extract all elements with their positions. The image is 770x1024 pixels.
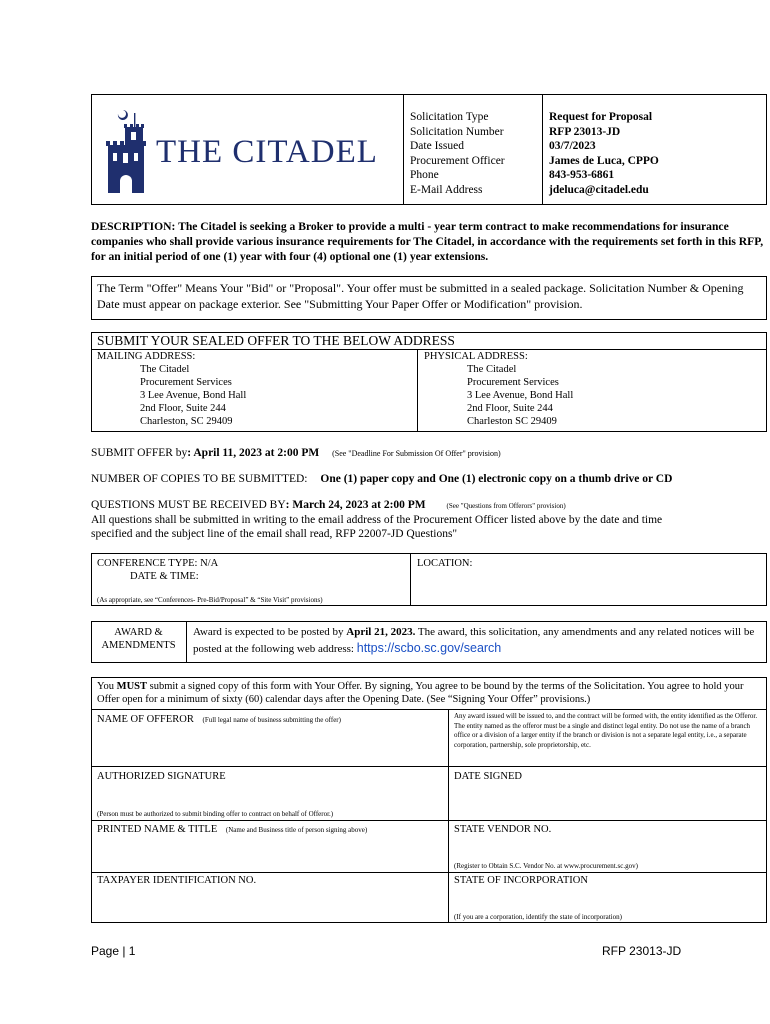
header-labels — [410, 110, 540, 197]
citadel-logo — [104, 109, 389, 195]
mailing-line-4: 2nd Floor, Suite 244 — [140, 403, 226, 414]
citadel-tower-icon — [104, 109, 148, 195]
date-signed-field[interactable] — [449, 784, 766, 819]
vendor-no-note: (Register to Obtain S.C. Vendor No. at www.procurement.sc.gov) — [454, 862, 638, 870]
questions-text: All questions shall be submitted in writing to the email address of the Procurement Officer listed above by the date and time specified and the subject line of the email shall read, RFP 22007-JD Questions" — [91, 513, 663, 540]
mailing-line-5: Charleston, SC 29409 — [140, 416, 233, 427]
printed-name-row — [97, 823, 367, 836]
award-date: April 21, 2023. — [346, 626, 416, 638]
printed-name-field[interactable] — [92, 837, 447, 871]
label-procurement-officer: Procurement Officer — [410, 154, 505, 167]
incorporation-note: (If you are a corporation, identify the state of incorporation) — [454, 913, 622, 921]
vendor-no-field[interactable] — [449, 837, 766, 861]
physical-line-1: The Citadel — [467, 364, 517, 375]
page-number: Page | 1 — [91, 944, 136, 958]
signature-label: AUTHORIZED SIGNATURE — [97, 771, 226, 782]
conference-note: (As appropriate, see “Conferences- Pre-Bid/Proposal” & “Site Visit” provisions) — [97, 596, 323, 604]
value-solicitation-type: Request for Proposal — [549, 111, 653, 123]
signature-field[interactable] — [92, 784, 447, 808]
submit-offer-note: (See "Deadline For Submission Of Offer" provision) — [332, 449, 501, 458]
offeror-name-field[interactable] — [92, 727, 447, 765]
conference-location: LOCATION: — [417, 558, 473, 569]
value-procurement-officer: James de Luca, CPPO — [549, 154, 659, 167]
label-phone: Phone — [410, 169, 439, 181]
copies-label: NUMBER OF COPIES TO BE SUBMITTED: — [91, 473, 308, 485]
mailing-label: MAILING ADDRESS: — [97, 351, 196, 362]
offeror-name-row — [97, 713, 341, 726]
award-text-pre: Award is expected to be posted by — [193, 626, 347, 638]
mailing-line-3: 3 Lee Avenue, Bond Hall — [140, 390, 247, 401]
questions-note: (See "Questions from Offerors" provision) — [446, 502, 566, 510]
physical-line-3: 3 Lee Avenue, Bond Hall — [467, 390, 574, 401]
award-url-link[interactable]: https://scbo.sc.gov/search — [356, 641, 502, 655]
printed-name-label: PRINTED NAME & TITLE — [97, 824, 218, 835]
conference-type: CONFERENCE TYPE: N/A — [97, 558, 219, 569]
signing-intro-pre: You — [97, 681, 117, 692]
copies-value: One (1) paper copy and One (1) electronic copy on a thumb drive or CD — [320, 473, 673, 485]
offer-notice: The Term "Offer" Means Your "Bid" or "Proposal". Your offer must be submitted in a sealed package. Solicitation Number & Opening Date must appear on package exterior. See "Submitting Your Paper Offer or Modification" provision. — [97, 281, 744, 311]
description-text: : The Citadel is seeking a Broker to provide a multi - year term contract to make recommendations for insurance companies who shall provide various insurance requirements for The Citadel, in accordance with the requirements set forth in this RFP, for an initial period of one (1) year with four (4) optional one (1) year extensions. — [91, 220, 764, 263]
award-label-2: AMENDMENTS — [101, 640, 176, 651]
logo-wordmark: THE CITADEL — [156, 134, 378, 170]
signing-intro-post: submit a signed copy of this form with Your Offer. By signing, You agree to be bound by the terms of the Solicitation. You agree to hold your Offer open for a minimum of sixty (60) calendar days after the Opening Date. (See “Signing Your Offer” provisions.) — [97, 681, 744, 705]
offeror-name-note: (Full legal name of business submitting the offer) — [202, 716, 341, 724]
signing-intro — [97, 680, 762, 706]
submit-offer-value: : April 11, 2023 at 2:00 PM — [187, 447, 320, 459]
incorporation-field[interactable] — [449, 888, 766, 912]
physical-line-4: 2nd Floor, Suite 244 — [467, 403, 553, 414]
physical-line-5: Charleston SC 29409 — [467, 416, 557, 427]
signing-intro-must: MUST — [116, 681, 148, 692]
questions-value: : March 24, 2023 at 2:00 PM — [285, 499, 426, 511]
description — [91, 220, 767, 264]
award-label — [91, 626, 186, 652]
signature-note: (Person must be authorized to submit binding offer to contract on behalf of Offeror.) — [97, 810, 334, 818]
address-title: SUBMIT YOUR SEALED OFFER TO THE BELOW ADDRESS — [97, 333, 455, 348]
offeror-name-label: NAME OF OFFEROR — [97, 714, 194, 725]
mailing-line-2: Procurement Services — [140, 377, 232, 388]
value-phone: 843-953-6861 — [549, 169, 615, 181]
value-email[interactable]: jdeluca@citadel.edu — [549, 183, 649, 196]
physical-address — [424, 350, 759, 428]
award-text-post: The award, this solicitation, any amendments and any related notices will be posted at the following web address: — [193, 626, 755, 655]
incorporation-label: STATE OF INCORPORATION — [454, 875, 588, 886]
questions — [91, 498, 691, 542]
physical-label: PHYSICAL ADDRESS: — [424, 351, 528, 362]
mailing-address — [97, 350, 412, 428]
submit-offer — [91, 446, 767, 461]
submit-offer-label: SUBMIT OFFER by — [91, 447, 188, 459]
mailing-line-1: The Citadel — [140, 364, 190, 375]
header-values — [549, 110, 764, 197]
value-date-issued: 03/7/2023 — [549, 140, 596, 152]
footer-reference: RFP 23013-JD — [602, 944, 682, 958]
description-label: DESCRIPTION — [91, 220, 172, 233]
tin-field[interactable] — [92, 888, 447, 922]
award-entity-note: Any award issued will be issued to, and the contract will be formed with, the entity identified as the Offeror. The entity named as the offeror must be a single and distinct legal entity. Do not use the name of a branch office or a division of a larger entity if the branch or division is not a separate legal entity, i.e., a separate corporation, partnership, sole proprietorship, etc. — [454, 712, 758, 749]
date-signed-label: DATE SIGNED — [454, 771, 522, 782]
copies — [91, 472, 767, 487]
vendor-no-label: STATE VENDOR NO. — [454, 824, 552, 835]
label-email: E-Mail Address — [410, 183, 483, 196]
label-solicitation-type: Solicitation Type — [410, 111, 489, 123]
conference-date: DATE & TIME: — [130, 571, 199, 582]
award-label-1: AWARD & — [114, 627, 163, 638]
label-date-issued: Date Issued — [410, 140, 464, 152]
tin-label: TAXPAYER IDENTIFICATION NO. — [97, 875, 257, 886]
questions-label: QUESTIONS MUST BE RECEIVED BY — [91, 499, 286, 511]
physical-line-2: Procurement Services — [467, 377, 559, 388]
label-solicitation-number: Solicitation Number — [410, 125, 504, 138]
value-solicitation-number: RFP 23013-JD — [549, 125, 621, 138]
award-text — [193, 624, 761, 657]
printed-name-note: (Name and Business title of person signing above) — [225, 826, 368, 834]
